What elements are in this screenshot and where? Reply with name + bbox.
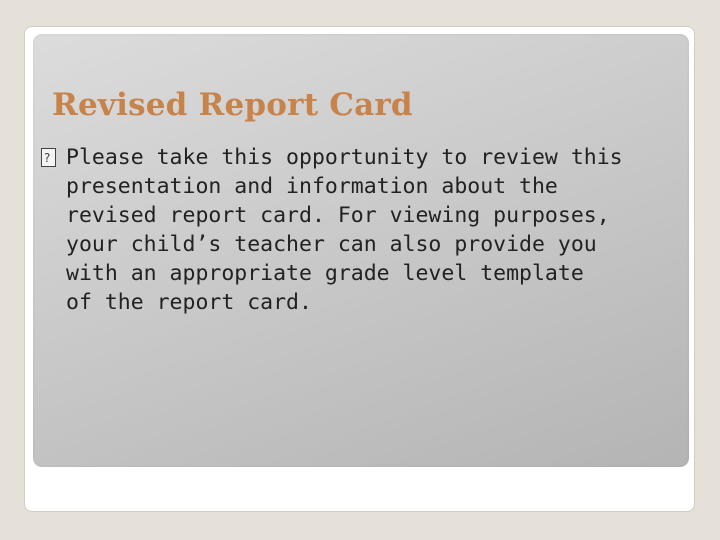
slide-frame (24, 26, 695, 512)
body-line: revised report card. For viewing purposes, (66, 203, 610, 228)
body-line: presentation and information about the (66, 174, 558, 199)
body-line: with an appropriate grade level template (66, 261, 584, 286)
body-line: your child’s teacher can also provide you (66, 232, 597, 257)
body-line: of the report card. (66, 290, 312, 315)
missing-glyph-box-icon (39, 143, 63, 172)
bullet-paragraph (39, 143, 679, 317)
slide-body (39, 143, 679, 317)
body-line: Please take this opportunity to review this (66, 145, 623, 170)
content-panel (33, 34, 689, 467)
slide-title: Revised Report Card (52, 87, 413, 123)
